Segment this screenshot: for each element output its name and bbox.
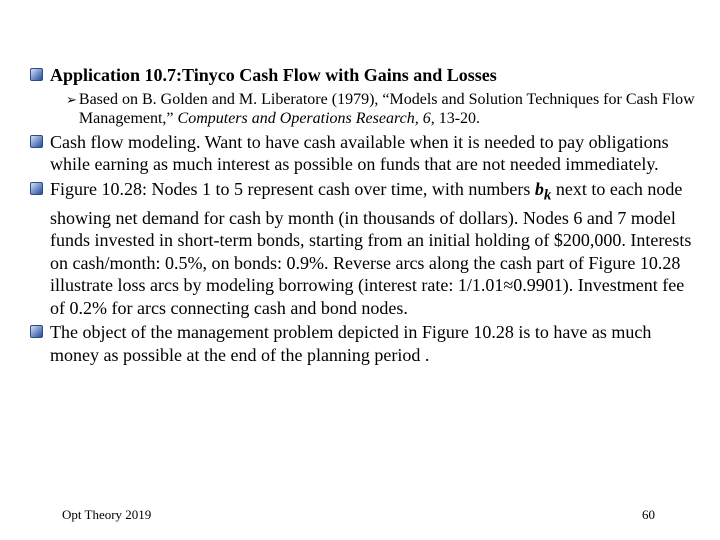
figure-text-a: Figure 10.28: Nodes 1 to 5 represent cash over time, with numbers [50, 178, 535, 199]
bullet-application-title [30, 64, 702, 87]
square-bullet-icon [30, 325, 43, 338]
page-number: 60 [642, 507, 655, 522]
bullet-text: Application 10.7:Tinyco Cash Flow with Gains and Losses [50, 65, 497, 85]
square-bullet-icon [30, 135, 43, 148]
reference-text-a: Based on B. Golden and M. Liberatore (1979), “Models and Solution Techniques for Cash Flow Management,” [78, 90, 695, 127]
square-bullet-icon [30, 182, 43, 195]
bullet-text: Cash flow modeling. Want to have cash available when it is needed to pay obligations while earning as much interest as possible on funds that are not needed immediately. [50, 131, 669, 174]
reference-text [79, 90, 702, 128]
figure-text-b: next to each node showing net demand for cash by month (in thousands of dollars). Nodes 6 and 7 model funds invested in short-term bonds, starting from an initial holding of $200,000. Interests on cash/month: 0.5%, on bonds: 0.9%. Reverse arcs along the cash part of Figure 10.28 illustrate loss arcs by modeling borrowing (interest rate: 1/1.01≈0.9901). Investment fee of 0.2% for arcs connecting cash and bond nodes. [50, 178, 692, 318]
bullet-management-objective [30, 321, 702, 366]
journal-name: Computers and Operations Research, 6, [177, 109, 435, 127]
footer-course-label: Opt Theory 2019 [62, 507, 152, 522]
bullet-figure-description [30, 178, 702, 320]
bullet-cash-flow-modeling [30, 131, 702, 176]
bullet-text: The object of the management problem depicted in Figure 10.28 is to have as much money as possible at the end of the planning period . [50, 322, 652, 365]
sub-bullet-reference [66, 90, 702, 128]
variable-k-subscript: k [543, 187, 552, 204]
bullet-text [50, 178, 702, 320]
slide-content [30, 64, 702, 366]
square-bullet-icon [30, 68, 43, 81]
arrow-bullet-icon: ➢ [66, 91, 77, 107]
reference-text-b: 13-20. [434, 109, 481, 127]
variable-b: b [534, 178, 544, 199]
